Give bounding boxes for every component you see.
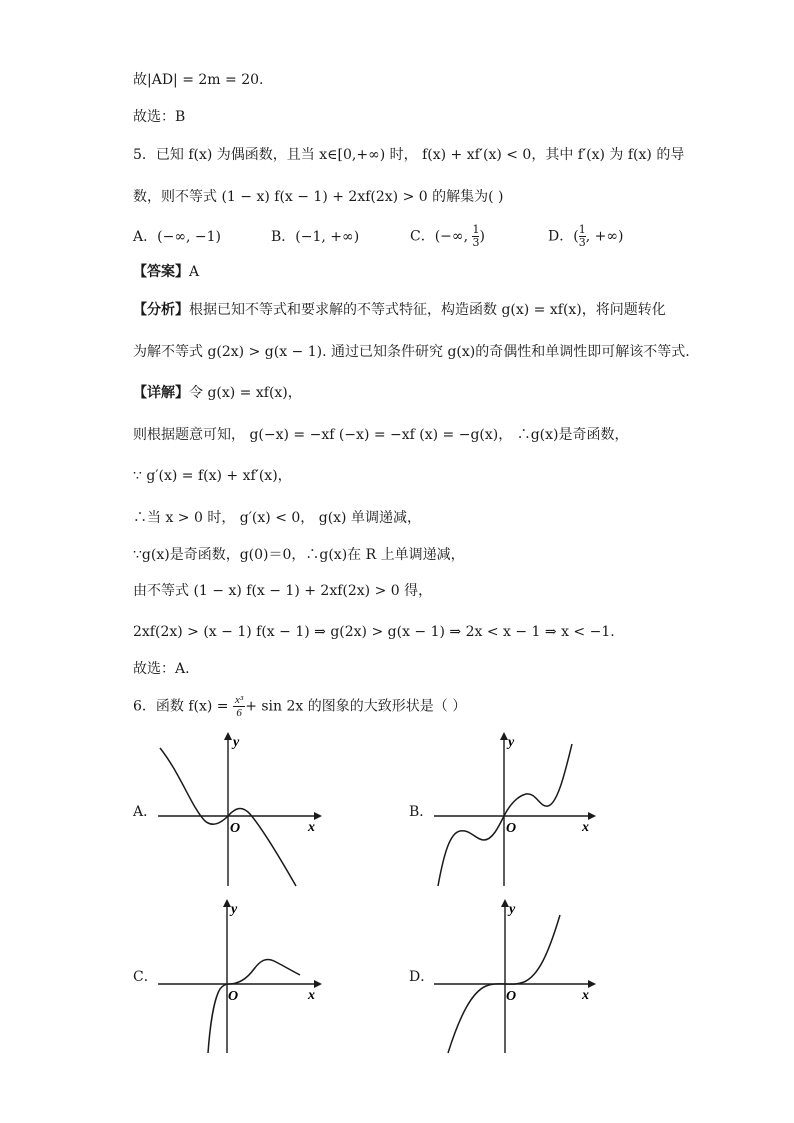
analysis-line-2: 为解不等式 g(2x) > g(x − 1). 通过已知条件研究 g(x)的奇偶性和单调性即可解该不等式.: [133, 344, 690, 360]
option-5-a: A．(−∞, −1): [133, 229, 221, 245]
choice-b-line: 故选：B: [133, 109, 186, 125]
option-5-d: D．( $\frac{1}{3}$ , +∞): [548, 223, 624, 249]
detail-line-8: 故选：A.: [133, 661, 190, 677]
graph-c: [150, 895, 325, 1057]
detail-line-6: 由不等式 (1 − x) f(x − 1) + 2xf(2x) > 0 得，: [133, 583, 433, 599]
graph-b-y-label: y: [508, 735, 515, 750]
analysis-tag: 【分析】: [133, 302, 189, 318]
solution-line-ad: 故|AD| = 2m = 20.: [133, 72, 264, 88]
graph-b-label: B．: [409, 804, 434, 820]
detail-line-4: ∴当 x > 0 时， g′(x) < 0， g(x) 单调递减，: [133, 510, 421, 526]
graph-a: [150, 728, 325, 890]
graph-d-x-label: x: [582, 988, 589, 1003]
graph-b-curve: [438, 744, 572, 886]
question-5-line-1: 5．已知 f(x) 为偶函数，且当 x∈[0,+∞) 时， f(x) + xf′(x) < 0，其中 f′(x) 为 f(x) 的导: [133, 147, 685, 163]
graph-d: [430, 895, 600, 1057]
option-5-c: C．(−∞, $\frac{1}{3}$ ): [410, 223, 485, 249]
detail-line-2: 则根据题意可知， g(−x) = −xf (−x) = −xf (x) = −g(x)， ∴g(x)是奇函数，: [133, 427, 629, 443]
graph-a-x-label: x: [308, 820, 315, 835]
question-6-line: 6．函数 f(x) = $\frac{\text{x³}}{6}$ + sin 2x 的图象的大致形状是（ ）: [133, 694, 467, 719]
graph-a-origin: O: [230, 821, 241, 836]
option-5-b: B．(−1, +∞): [271, 229, 360, 245]
graph-c-curve: [208, 959, 300, 1053]
graph-c-origin: O: [228, 989, 239, 1004]
analysis-line-1: 【分析】根据已知不等式和要求解的不等式特征，构造函数 g(x) = xf(x)，将问题转化: [133, 302, 666, 318]
graph-d-label: D．: [409, 969, 435, 985]
answer-line: [133, 262, 199, 282]
detail-line-7: 2xf(2x) > (x − 1) f(x − 1) ⇒ g(2x) > g(x − 1) ⇒ 2x < x − 1 ⇒ x < −1.: [133, 624, 615, 640]
graph-a-label: A．: [133, 804, 158, 820]
graph-b-origin: O: [506, 821, 517, 836]
graph-c-y-label: y: [231, 902, 238, 917]
answer-value: A: [189, 264, 200, 280]
detail-line-5: ∵g(x)是奇函数，g(0)＝0，∴g(x)在 R 上单调递减，: [133, 547, 465, 563]
graph-d-origin: O: [506, 989, 517, 1004]
graph-c-label: C．: [133, 969, 158, 985]
graph-b-x-label: x: [582, 820, 589, 835]
graph-d-y-label: y: [509, 902, 516, 917]
detail-tag: 【详解】: [133, 385, 189, 401]
graph-c-x-label: x: [308, 988, 315, 1003]
question-5-line-2: 数，则不等式 (1 − x) f(x − 1) + 2xf(2x) > 0 的解集为( ): [133, 189, 504, 205]
detail-line-3: ∵ g′(x) = f(x) + xf′(x)，: [133, 468, 292, 484]
graph-a-y-label: y: [233, 735, 240, 750]
graph-b: [430, 728, 600, 890]
answer-tag: 【答案】: [133, 264, 189, 280]
detail-line-1: 【详解】令 g(x) = xf(x)，: [133, 385, 302, 401]
